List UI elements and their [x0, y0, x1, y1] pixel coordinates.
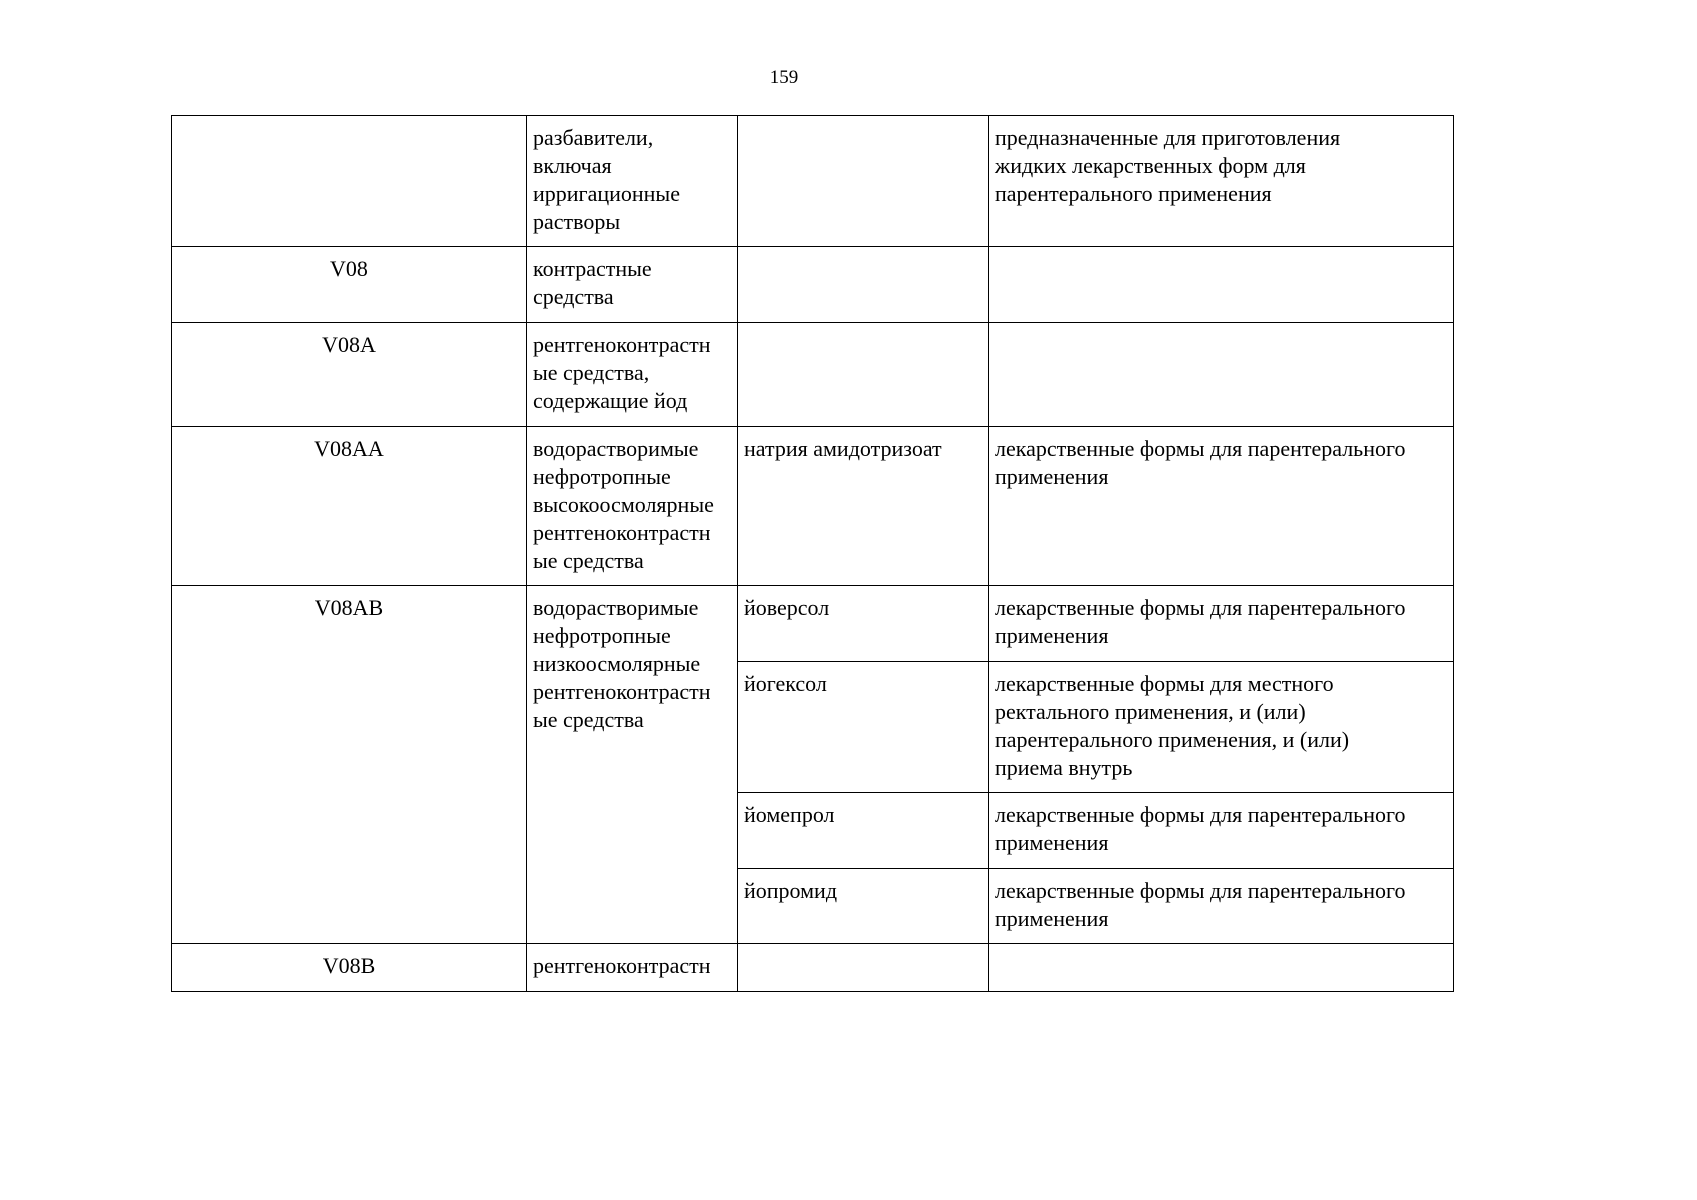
dosage-form-cell — [989, 586, 1454, 662]
group-name-line: нефротропные — [533, 464, 671, 489]
drug-classification-table — [171, 115, 1454, 992]
dosage-form-line: приема внутрь — [995, 755, 1133, 780]
group-name-cell — [527, 944, 738, 992]
dosage-form-line: применения — [995, 623, 1109, 648]
group-name-line: нефротропные — [533, 623, 671, 648]
group-name-line: рентгеноконтрастн — [533, 679, 711, 704]
group-name-line: разбавители, — [533, 125, 654, 150]
dosage-form-line: предназначенные для приготовления — [995, 125, 1341, 150]
dosage-form-line: лекарственные формы для парентерального — [995, 436, 1406, 461]
substance-cell: йоверсол — [738, 586, 989, 662]
group-name-line: высокоосмолярные — [533, 492, 714, 517]
dosage-form-line: лекарственные формы для местного — [995, 671, 1334, 696]
group-name-line: ые средства — [533, 707, 644, 732]
group-name-cell — [527, 323, 738, 427]
atc-code-cell: V08B — [172, 944, 527, 992]
group-name-line: низкоосмолярные — [533, 651, 701, 676]
dosage-form-cell — [989, 427, 1454, 586]
group-name-line: водорастворимые — [533, 436, 699, 461]
dosage-form-cell — [989, 247, 1454, 323]
dosage-form-line: применения — [995, 906, 1109, 931]
dosage-form-line: лекарственные формы для парентерального — [995, 595, 1406, 620]
group-name-cell — [527, 116, 738, 247]
group-name-line: ые средства, — [533, 360, 650, 385]
table-row — [172, 323, 1454, 427]
table-row — [172, 247, 1454, 323]
dosage-form-cell — [989, 662, 1454, 793]
dosage-form-cell — [989, 869, 1454, 944]
table-row — [172, 116, 1454, 247]
group-name-line: водорастворимые — [533, 595, 699, 620]
group-name-cell — [527, 586, 738, 944]
group-name-cell — [527, 427, 738, 586]
dosage-form-line: жидких лекарственных форм для — [995, 153, 1306, 178]
dosage-form-line: парентерального применения — [995, 181, 1272, 206]
substance-cell — [738, 323, 989, 427]
group-name-line: рентгеноконтрастн — [533, 953, 711, 978]
substance-cell: йогексол — [738, 662, 989, 793]
table-row — [172, 586, 1454, 662]
substance-cell: йомепрол — [738, 793, 989, 869]
table-row — [172, 944, 1454, 992]
atc-code-cell: V08 — [172, 247, 527, 323]
dosage-form-cell — [989, 323, 1454, 427]
group-name-line: растворы — [533, 209, 621, 234]
dosage-form-line: лекарственные формы для парентерального — [995, 802, 1406, 827]
group-name-line: ирригационные — [533, 181, 680, 206]
atc-code-cell: V08A — [172, 323, 527, 427]
group-name-line: включая — [533, 153, 612, 178]
atc-code-cell — [172, 116, 527, 247]
group-name-line: рентгеноконтрастн — [533, 520, 711, 545]
substance-cell — [738, 944, 989, 992]
substance-cell: йопромид — [738, 869, 989, 944]
dosage-form-line: лекарственные формы для парентерального — [995, 878, 1406, 903]
page-number: 159 — [769, 67, 799, 88]
substance-cell: натрия амидотризоат — [738, 427, 989, 586]
atc-code-cell: V08AA — [172, 427, 527, 586]
group-name-line: ые средства — [533, 548, 644, 573]
substance-cell — [738, 116, 989, 247]
dosage-form-cell — [989, 116, 1454, 247]
dosage-form-line: ректального применения, и (или) — [995, 699, 1306, 724]
dosage-form-line: применения — [995, 464, 1109, 489]
table-row — [172, 427, 1454, 586]
group-name-line: средства — [533, 284, 614, 309]
dosage-form-line: применения — [995, 830, 1109, 855]
dosage-form-cell — [989, 793, 1454, 869]
dosage-form-cell — [989, 944, 1454, 992]
group-name-line: рентгеноконтрастн — [533, 332, 711, 357]
dosage-form-line: парентерального применения, и (или) — [995, 727, 1350, 752]
substance-cell — [738, 247, 989, 323]
group-name-line: содержащие йод — [533, 388, 688, 413]
group-name-cell — [527, 247, 738, 323]
atc-code-cell: V08AB — [172, 586, 527, 944]
group-name-line: контрастные — [533, 256, 652, 281]
